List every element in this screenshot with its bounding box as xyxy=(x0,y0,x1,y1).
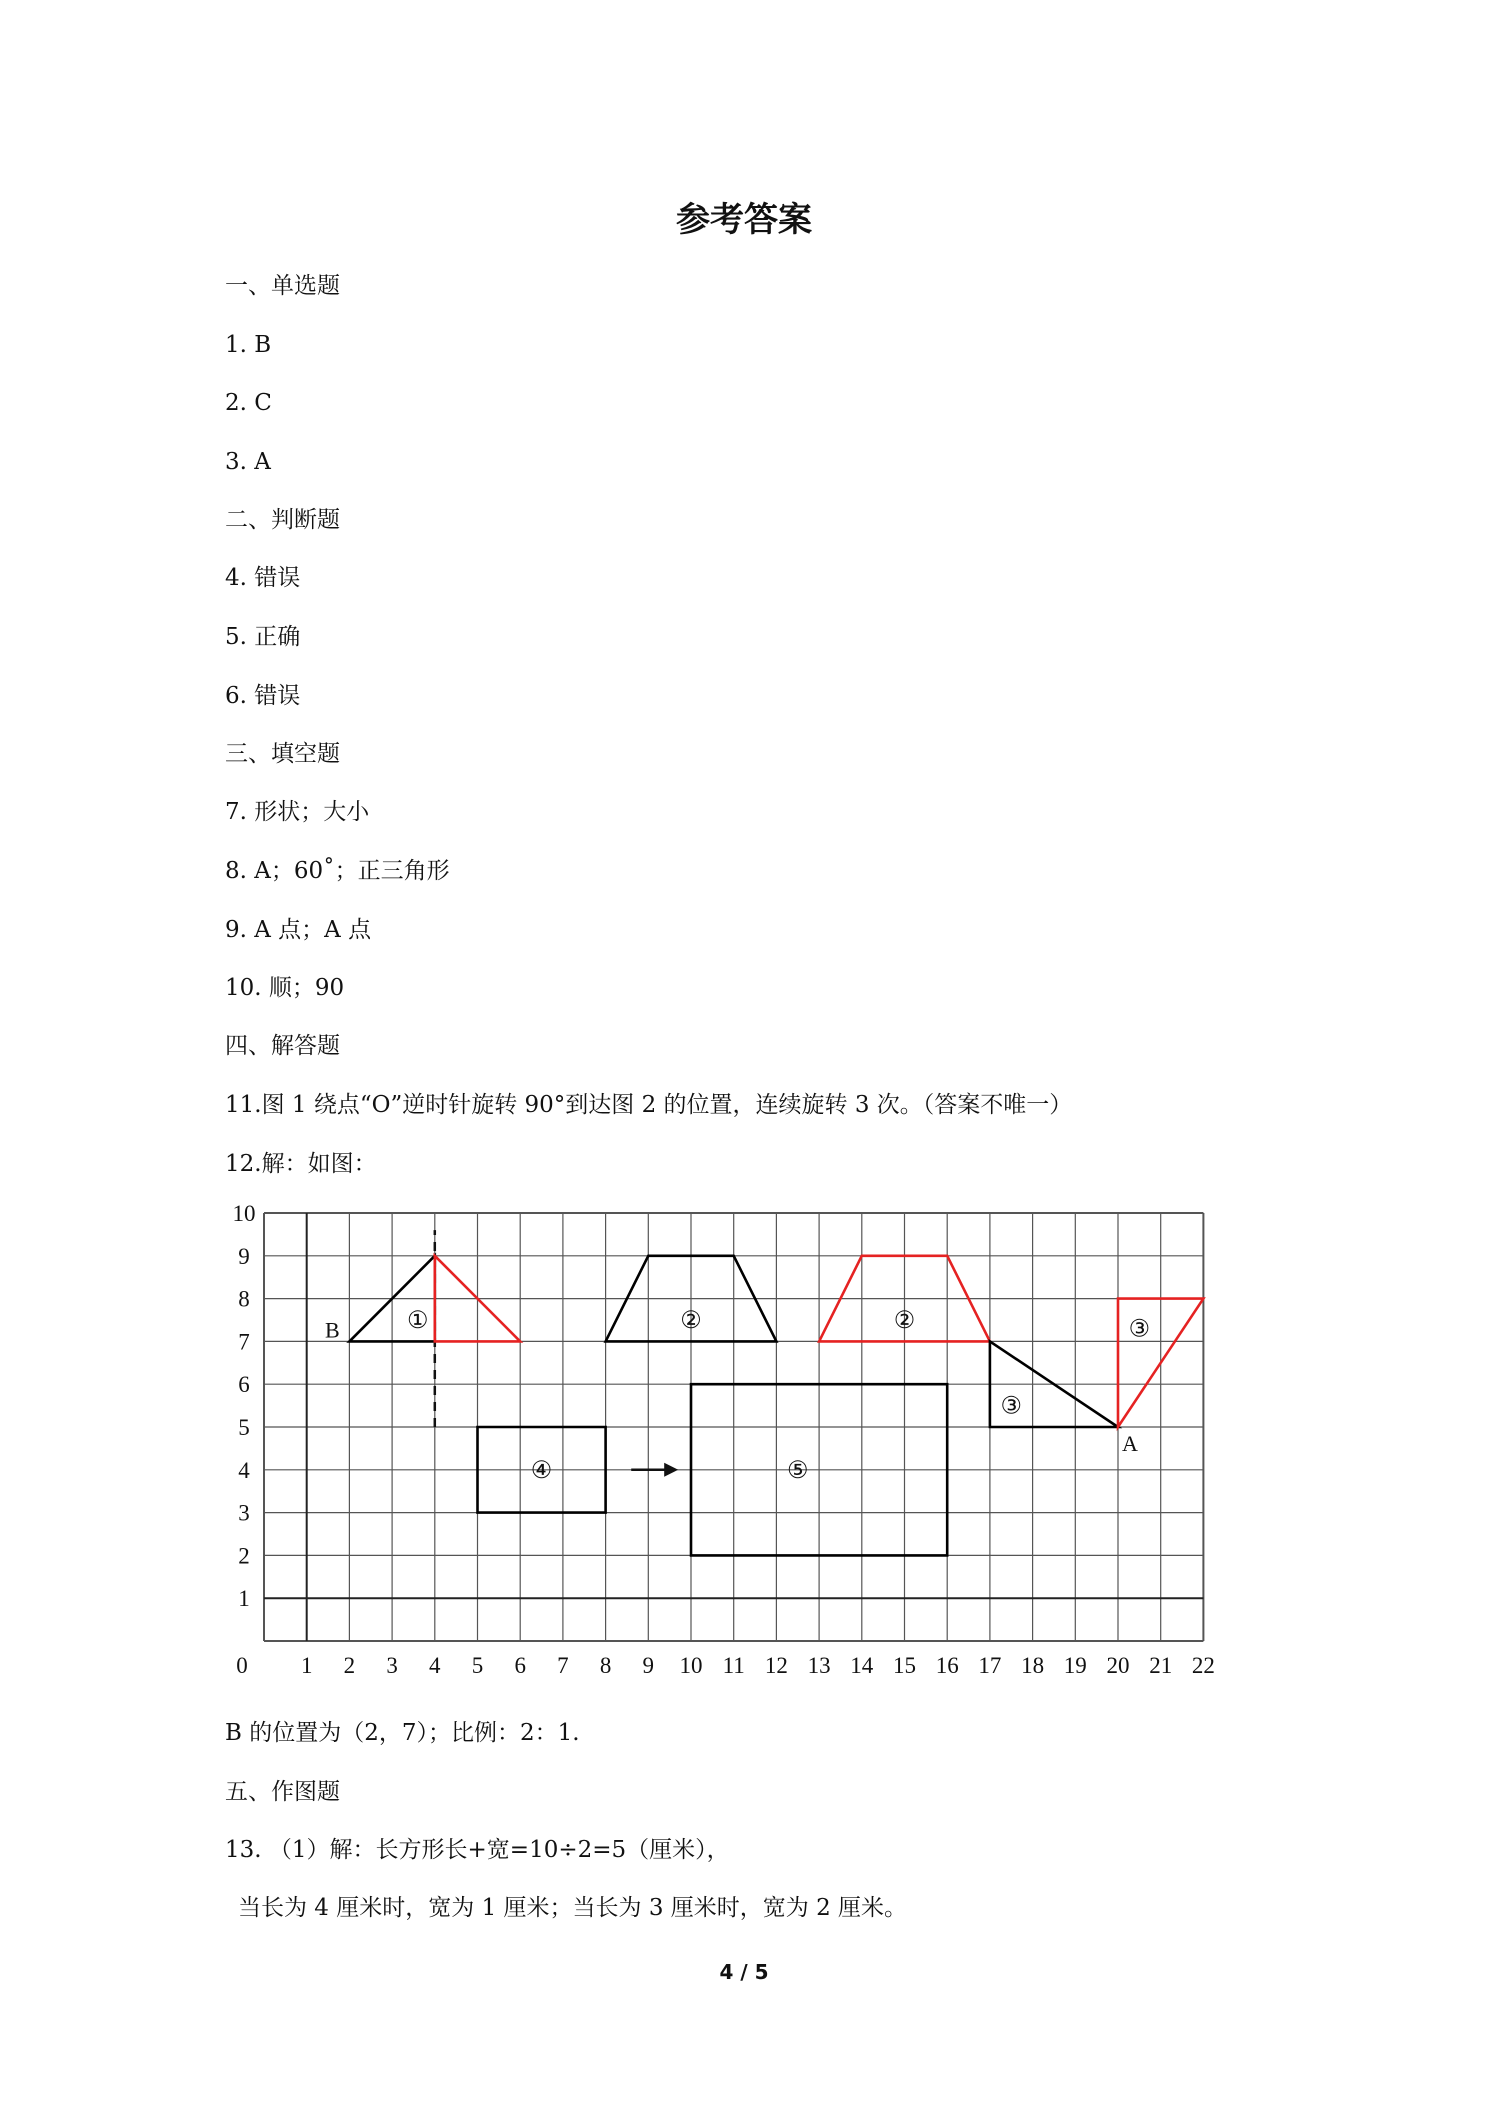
answer-line: 4. 错误 xyxy=(225,565,301,591)
x-tick-label: 8 xyxy=(599,1653,612,1678)
x-tick-label: 6 xyxy=(514,1653,526,1678)
x-tick-label: 7 xyxy=(557,1653,569,1678)
answer-line: 13. （1）解：长方形长+宽=10÷2=5（厘米）， xyxy=(225,1837,730,1863)
answer-line: 10. 顺；90 xyxy=(225,975,345,1001)
y-tick-label: 7 xyxy=(238,1329,250,1355)
x-tick-label: 5 xyxy=(471,1653,484,1678)
answer-line: 9. A 点；A 点 xyxy=(225,917,372,943)
shape-number-label: ② xyxy=(680,1308,702,1334)
answer-line: 1. B xyxy=(225,332,272,358)
answer-line: 7. 形状；大小 xyxy=(225,799,370,825)
section-heading: 四、解答题 xyxy=(225,1033,340,1059)
answer-line: 8. A；60˚；正三角形 xyxy=(225,858,450,884)
x-tick-label: 14 xyxy=(850,1653,874,1678)
x-tick-label: 19 xyxy=(1063,1653,1087,1678)
y-tick-label: 8 xyxy=(238,1286,250,1312)
arrow-head-icon xyxy=(664,1463,678,1477)
shape-number-label: ⑤ xyxy=(786,1457,809,1484)
x-tick-label: 1 xyxy=(300,1653,313,1678)
x-tick-label: 17 xyxy=(978,1653,1002,1678)
shape-number-label: ④ xyxy=(530,1457,553,1484)
answer-line: 11.图 1 绕点“O”逆时针旋转 90°到达图 2 的位置，连续旋转 3 次。（答案不唯一） xyxy=(225,1092,1073,1118)
x-tick-label: 3 xyxy=(386,1653,398,1678)
answer-line: 6. 错误 xyxy=(225,683,301,709)
x-tick-label: 18 xyxy=(1021,1653,1045,1678)
answer-line: 3. A xyxy=(225,449,271,475)
y-tick-label: 4 xyxy=(238,1457,250,1483)
x-tick-label: 15 xyxy=(893,1653,916,1678)
y-tick-label: 6 xyxy=(238,1372,250,1398)
x-tick-label: 12 xyxy=(764,1653,788,1678)
y-tick-label: 5 xyxy=(238,1415,250,1440)
x-tick-label: 20 xyxy=(1106,1653,1130,1678)
section-heading: 五、作图题 xyxy=(225,1779,340,1805)
x-tick-label: 16 xyxy=(935,1653,959,1678)
answer-line: 2. C xyxy=(225,390,272,416)
x-tick-label: 0 xyxy=(236,1653,248,1678)
y-tick-label: 2 xyxy=(238,1543,250,1569)
x-tick-label: 9 xyxy=(642,1653,655,1678)
y-tick-label: 10 xyxy=(232,1201,256,1226)
answer-line: 当长为 4 厘米时，宽为 1 厘米；当长为 3 厘米时，宽为 2 厘米。 xyxy=(238,1895,908,1921)
section-heading: 一、单选题 xyxy=(225,273,340,299)
section-heading: 二、判断题 xyxy=(225,507,340,533)
x-tick-label: 13 xyxy=(807,1653,831,1678)
transformation-grid-figure xyxy=(220,1200,1230,1690)
answer-line: 12.解：如图： xyxy=(225,1151,377,1177)
page-number: 4 / 5 xyxy=(719,1960,769,1984)
point-a-label: A xyxy=(1122,1431,1138,1456)
x-tick-label: 10 xyxy=(679,1653,703,1678)
x-tick-label: 11 xyxy=(722,1653,745,1678)
shape-number-label: ③ xyxy=(1128,1316,1151,1343)
y-tick-label: 3 xyxy=(238,1500,250,1526)
point-b-label: B xyxy=(325,1317,340,1343)
x-tick-label: 21 xyxy=(1149,1653,1173,1678)
section-heading: 三、填空题 xyxy=(225,741,340,767)
labels-layer xyxy=(233,1201,1215,1678)
shape-number-label: ① xyxy=(406,1308,429,1334)
answer-line: 5. 正确 xyxy=(225,624,301,650)
y-tick-label: 1 xyxy=(238,1586,250,1612)
shape-number-label: ② xyxy=(893,1308,916,1334)
x-tick-label: 4 xyxy=(429,1653,441,1678)
page-title: 参考答案 xyxy=(676,200,812,240)
shape-number-label: ③ xyxy=(1000,1393,1023,1420)
y-tick-label: 9 xyxy=(238,1243,250,1269)
answer-line: B 的位置为（2，7）；比例：2：1. xyxy=(225,1720,580,1746)
x-tick-label: 2 xyxy=(343,1653,356,1678)
x-tick-label: 22 xyxy=(1191,1653,1215,1678)
